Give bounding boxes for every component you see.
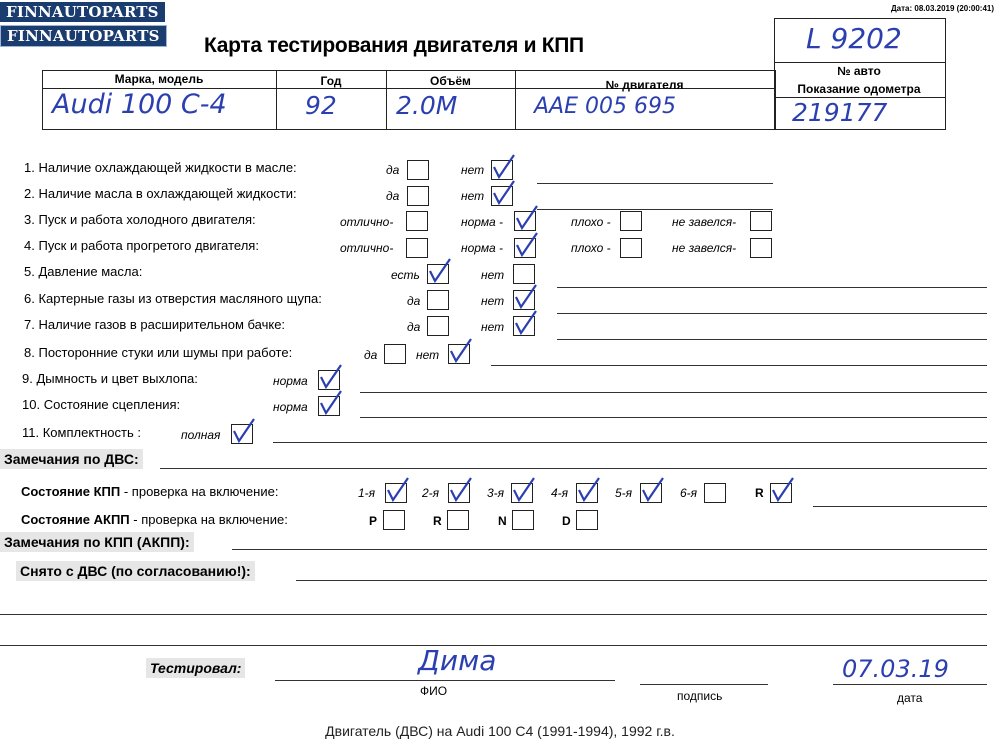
q7-no-checkbox[interactable]	[513, 316, 535, 336]
fio-label: ФИО	[420, 684, 448, 698]
q1-no-label: нет	[461, 163, 485, 177]
check-icon	[575, 476, 601, 504]
q8-yes-label: да	[364, 348, 378, 362]
gear-3-label: 3-я	[487, 486, 505, 500]
q6-no-label: нет	[481, 294, 505, 308]
check-icon	[447, 337, 473, 365]
check-icon	[384, 476, 410, 504]
q2-yes-label: да	[386, 189, 400, 203]
question-5: 5. Давление масла:	[24, 264, 143, 279]
tester-name: Дима	[418, 644, 497, 677]
q8-no-label: нет	[416, 348, 440, 362]
check-icon	[510, 476, 536, 504]
gear-4-label: 4-я	[551, 486, 569, 500]
kpp-label: Состояние КПП - проверка на включение:	[21, 484, 279, 499]
q2-no-checkbox[interactable]	[491, 186, 513, 206]
gear-3-checkbox[interactable]	[511, 483, 533, 503]
gear-4-checkbox[interactable]	[576, 483, 598, 503]
volume-value: 2.0M	[396, 91, 458, 120]
check-icon	[490, 153, 516, 181]
q3-bad-label: плохо -	[571, 215, 611, 229]
check-icon	[512, 283, 538, 311]
q8-no-checkbox[interactable]	[448, 344, 470, 364]
q1-no-checkbox[interactable]	[491, 160, 513, 180]
q4-excellent-label: отлично-	[340, 241, 394, 255]
gear-5-checkbox[interactable]	[640, 483, 662, 503]
signature-label: подпись	[677, 689, 723, 703]
q11-full-checkbox[interactable]	[231, 424, 253, 444]
test-date: 07.03.19	[842, 655, 949, 683]
q4-not-started-checkbox[interactable]	[750, 238, 772, 258]
q7-no-label: нет	[481, 320, 505, 334]
year-value: 92	[305, 91, 337, 120]
q4-normal-label: норма -	[461, 241, 504, 255]
q5-no-checkbox[interactable]	[513, 264, 535, 284]
col-volume: Объём	[430, 74, 471, 88]
gear-2-label: 2-я	[422, 486, 440, 500]
question-11: 11. Комплектность :	[22, 425, 141, 440]
check-icon	[513, 204, 539, 232]
logo-finnautoparts: FINNAUTOPARTS	[0, 2, 165, 22]
q3-not-started-checkbox[interactable]	[750, 211, 772, 231]
question-2: 2. Наличие масла в охлаждающей жидкости:	[24, 186, 297, 201]
q7-yes-label: да	[407, 320, 421, 334]
q3-not-started-label: не завелся-	[672, 215, 737, 229]
q11-full-label: полная	[181, 428, 221, 442]
date-label: дата	[897, 691, 923, 705]
q4-normal-checkbox[interactable]	[514, 238, 536, 258]
check-icon	[426, 257, 452, 285]
question-1: 1. Наличие охлаждающей жидкости в масле:	[24, 160, 297, 175]
col-year: Год	[320, 74, 342, 88]
gear-2-checkbox[interactable]	[448, 483, 470, 503]
q3-normal-checkbox[interactable]	[514, 211, 536, 231]
akpp-label: Состояние АКПП - проверка на включение:	[21, 512, 288, 527]
q5-no-label: нет	[481, 268, 505, 282]
mode-p-checkbox[interactable]	[383, 510, 405, 530]
q4-not-started-label: не завелся-	[672, 241, 737, 255]
gear-1-label: 1-я	[358, 486, 376, 500]
check-icon	[769, 476, 795, 504]
check-icon	[317, 389, 343, 417]
col-make: Марка, модель	[114, 72, 204, 86]
check-icon	[639, 476, 665, 504]
engine-remarks-label: Замечания по ДВС:	[0, 449, 143, 469]
engine-number-value: AAE 005 695	[534, 94, 676, 119]
q1-yes-checkbox[interactable]	[407, 160, 429, 180]
q1-yes-label: да	[386, 163, 400, 177]
mode-p-label: P	[369, 514, 378, 528]
odometer-value: 219177	[792, 98, 888, 127]
question-8: 8. Посторонние стуки или шумы при работе:	[24, 345, 293, 360]
col-engine: № двигателя	[605, 78, 684, 92]
q8-yes-checkbox[interactable]	[384, 344, 406, 364]
car-code: L 9202	[806, 22, 902, 55]
q6-no-checkbox[interactable]	[513, 290, 535, 310]
check-icon	[447, 476, 473, 504]
q6-yes-checkbox[interactable]	[427, 290, 449, 310]
gear-r-checkbox[interactable]	[770, 483, 792, 503]
question-6: 6. Картерные газы из отверстия масляного щупа:	[24, 291, 322, 306]
odometer-label: Показание одометра	[797, 82, 921, 96]
check-icon	[512, 309, 538, 337]
q10-norma-label: норма	[273, 400, 308, 414]
check-icon	[513, 231, 539, 259]
q3-normal-label: норма -	[461, 215, 504, 229]
q3-excellent-checkbox[interactable]	[406, 211, 428, 231]
nav-label: № авто	[837, 64, 881, 78]
gear-6-label: 6-я	[680, 486, 698, 500]
question-4: 4. Пуск и работа прогретого двигателя:	[24, 238, 259, 253]
mode-d-checkbox[interactable]	[576, 510, 598, 530]
q5-yes-label: есть	[391, 268, 420, 282]
q4-bad-checkbox[interactable]	[620, 238, 642, 258]
gearbox-remarks-label: Замечания по КПП (АКПП):	[0, 532, 194, 552]
page-title: Карта тестирования двигателя и КПП	[204, 34, 584, 57]
question-10: 10. Состояние сцепления:	[22, 397, 181, 412]
question-9: 9. Дымность и цвет выхлопа:	[22, 371, 198, 386]
q10-norma-checkbox[interactable]	[318, 396, 340, 416]
logo-finnautoparts-secondary: FINNAUTOPARTS	[0, 25, 167, 47]
removed-label: Снято с ДВС (по согласованию!):	[16, 561, 255, 581]
q2-yes-checkbox[interactable]	[407, 186, 429, 206]
gear-6-checkbox[interactable]	[704, 483, 726, 503]
q9-norma-label: норма	[273, 374, 308, 388]
gear-r-label: R	[755, 486, 764, 500]
mode-n-checkbox[interactable]	[512, 510, 534, 530]
mode-r-label: R	[433, 514, 442, 528]
mode-n-label: N	[498, 514, 507, 528]
q7-yes-checkbox[interactable]	[427, 316, 449, 336]
q2-no-label: нет	[461, 189, 485, 203]
q5-yes-checkbox[interactable]	[427, 264, 449, 284]
date-stamp: Дата: 08.03.2019 (20:00:41)	[890, 4, 994, 13]
q4-bad-label: плохо -	[571, 241, 611, 255]
q6-yes-label: да	[407, 294, 421, 308]
q9-norma-checkbox[interactable]	[318, 370, 340, 390]
q3-bad-checkbox[interactable]	[620, 211, 642, 231]
gear-5-label: 5-я	[615, 486, 633, 500]
check-icon	[230, 417, 256, 445]
question-3: 3. Пуск и работа холодного двигателя:	[24, 212, 256, 227]
check-icon	[317, 363, 343, 391]
gear-1-checkbox[interactable]	[385, 483, 407, 503]
make-model-value: Audi 100 C-4	[52, 89, 227, 120]
check-icon	[490, 179, 516, 207]
mode-d-label: D	[562, 514, 571, 528]
question-7: 7. Наличие газов в расширительном бачке:	[24, 317, 286, 332]
tested-label: Тестировал:	[146, 658, 245, 678]
q3-excellent-label: отлично-	[340, 215, 394, 229]
mode-r-checkbox[interactable]	[447, 510, 469, 530]
q4-excellent-checkbox[interactable]	[406, 238, 428, 258]
photo-caption: Двигатель (ДВС) на Audi 100 C4 (1991-1994), 1992 г.в.	[325, 723, 675, 739]
